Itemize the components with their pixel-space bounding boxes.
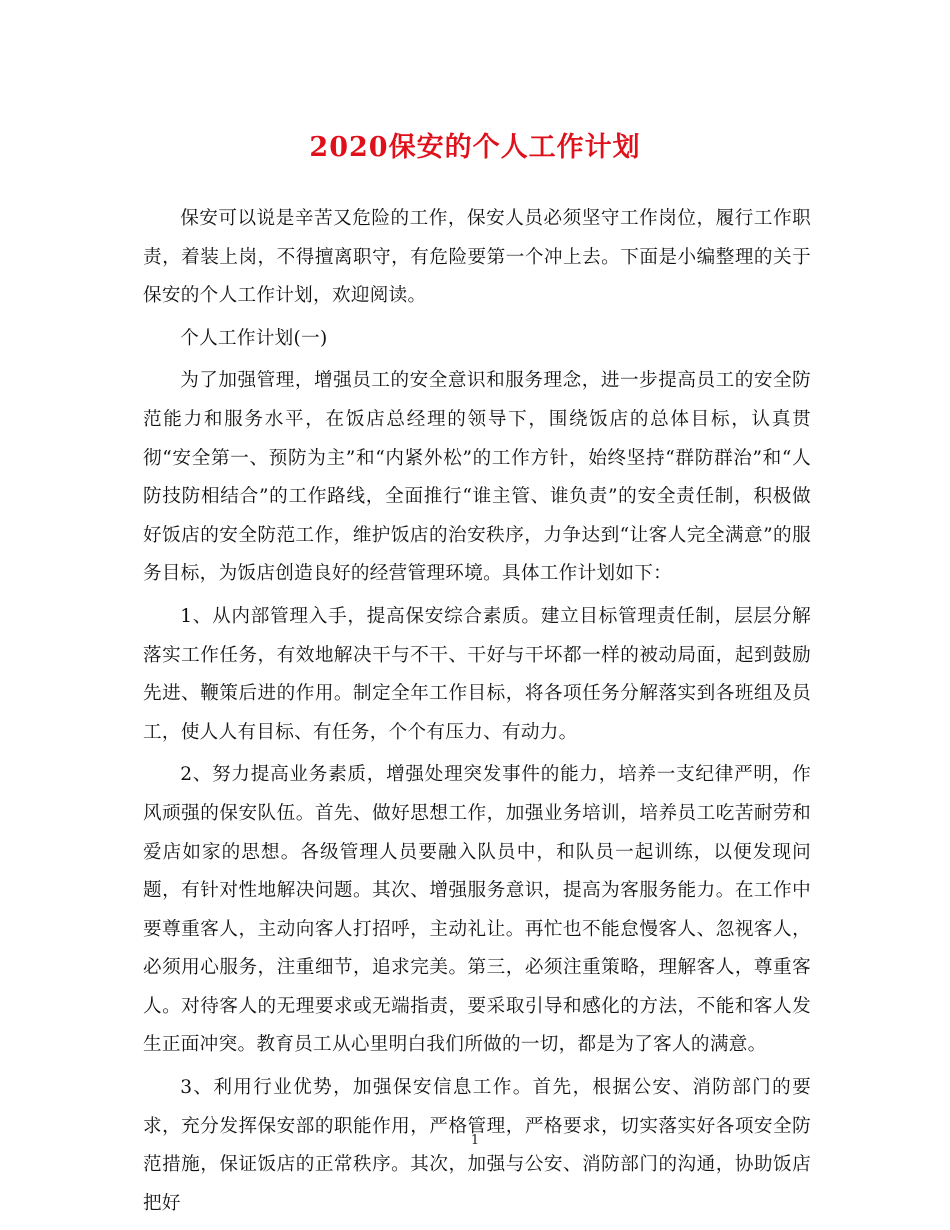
body-paragraph: 1、从内部管理入手，提高保安综合素质。建立目标管理责任制，层层分解落实工作任务，有效地解决干与不干、干好与干坏都一样的被动局面，起到鼓励先进、鞭策后进的作用。制定全年工作目标，将各项任务分解落实到各班组及员工，使人人有目标、有任务，个个有压力、有动力。	[143, 605, 811, 743]
body-paragraph: 3、利用行业优势，加强保安信息工作。首先，根据公安、消防部门的要求，充分发挥保安部的职能作用，严格管理，严格要求，切实落实好各项安全防范措施，保证饭店的正常秩序。其次，加强与公安、消防部门的沟通，协助饭店把好	[143, 1077, 811, 1214]
intro-paragraph: 保安可以说是辛苦又危险的工作，保安人员必须坚守工作岗位，履行工作职责，着装上岗，不得擅离职守，有危险要第一个冲上去。下面是小编整理的关于保安的个人工作计划，欢迎阅读。	[143, 208, 811, 307]
body-paragraph: 为了加强管理，增强员工的安全意识和服务理念，进一步提高员工的安全防范能力和服务水平，在饭店总经理的领导下，围绕饭店的总体目标，认真贯彻“安全第一、预防为主”和“内紧外松”的工作方针，始终坚持“群防群治”和“人防技防相结合”的工作路线，全面推行“谁主管、谁负责”的安全责任制，积极做好饭店的安全防范工作，维护饭店的治安秩序，力争达到“让客人完全满意”的服务目标，为饭店创造良好的经营管理环境。具体工作计划如下：	[143, 370, 811, 585]
body-paragraph: 2、努力提高业务素质，增强处理突发事件的能力，培养一支纪律严明，作风顽强的保安队伍。首先、做好思想工作，加强业务培训，培养员工吃苦耐劳和爱店如家的思想。各级管理人员要融入队员中，和队员一起训练，以便发现问题，有针对性地解决问题。其次、增强服务意识，提高为客服务能力。在工作中要尊重客人，主动向客人打招呼，主动礼让。再忙也不能怠慢客人、忽视客人，必须用心服务，注重细节，追求完美。第三，必须注重策略，理解客人，尊重客人。对待客人的无理要求或无端指责，要采取引导和感化的方法，不能和客人发生正面冲突。教育员工从心里明白我们所做的一切，都是为了客人的满意。	[143, 764, 811, 1056]
document-body	[143, 200, 811, 1227]
document-title: 2020保安的个人工作计划	[309, 132, 641, 163]
section-heading: 个人工作计划(一)	[180, 327, 328, 349]
page-number: 1	[470, 1133, 480, 1148]
